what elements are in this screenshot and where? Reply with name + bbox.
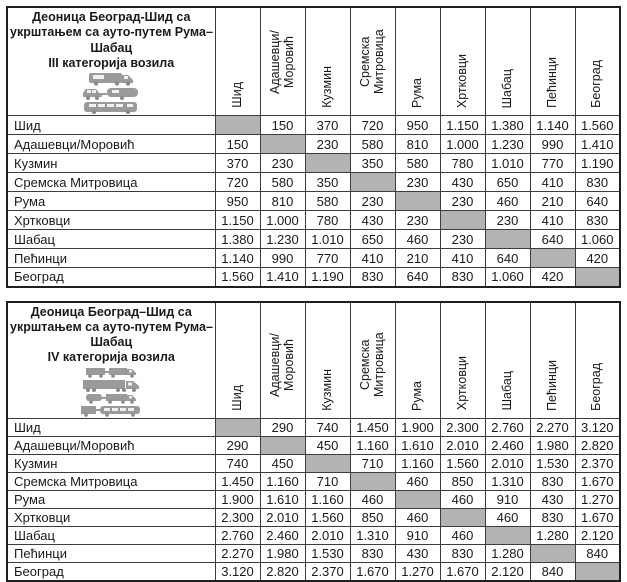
title-line: Деоница Београд-Шид са: [32, 10, 191, 24]
row-label: Адашевци/Моровић: [7, 436, 215, 454]
column-header: [530, 7, 575, 116]
row-label: Шабац: [7, 526, 215, 544]
price-cell: 720: [215, 173, 260, 192]
price-cell: 580: [260, 173, 305, 192]
price-cell: 410: [440, 249, 485, 268]
van-icon: [88, 72, 134, 86]
price-cell: 830: [440, 544, 485, 562]
column-header: [305, 7, 350, 116]
price-cell: 1.280: [530, 526, 575, 544]
price-cell: 1.900: [215, 490, 260, 508]
diagonal-cell: [575, 268, 620, 287]
price-cell: 1.670: [350, 562, 395, 581]
price-cell: 580: [350, 135, 395, 154]
truck-with-caravan-icon: [85, 393, 137, 404]
table-row: [7, 472, 620, 490]
price-cell: 3.120: [215, 562, 260, 581]
price-cell: 740: [215, 454, 260, 472]
table-title: [10, 305, 213, 366]
table-row: [7, 562, 620, 581]
row-label: Шабац: [7, 230, 215, 249]
price-cell: 640: [395, 268, 440, 287]
price-cell: 850: [440, 472, 485, 490]
price-cell: 230: [485, 211, 530, 230]
table-row: [7, 454, 620, 472]
price-cell: 1.670: [575, 508, 620, 526]
price-cell: 650: [350, 230, 395, 249]
price-cell: 460: [350, 490, 395, 508]
price-cell: 830: [350, 544, 395, 562]
price-cell: 780: [305, 211, 350, 230]
price-cell: 1.140: [530, 116, 575, 135]
price-cell: 640: [530, 230, 575, 249]
price-cell: 350: [350, 154, 395, 173]
row-label: Пећинци: [7, 544, 215, 562]
price-cell: 150: [215, 135, 260, 154]
price-cell: 350: [305, 173, 350, 192]
header-row: [7, 302, 620, 419]
price-cell: 2.460: [485, 436, 530, 454]
column-header: [575, 302, 620, 419]
price-cell: 1.610: [395, 436, 440, 454]
diagonal-cell: [440, 508, 485, 526]
column-header-label: Рума: [409, 380, 424, 411]
price-cell: 1.900: [395, 418, 440, 436]
column-header-label: Сремска Митровица: [357, 332, 386, 397]
table-row: [7, 192, 620, 211]
column-header: [215, 302, 260, 419]
column-header: [395, 302, 440, 419]
bus-with-trailer-icon: [80, 405, 142, 417]
column-header: [530, 302, 575, 419]
price-cell: 1.190: [305, 268, 350, 287]
price-cell: 1.380: [485, 116, 530, 135]
table-row: [7, 436, 620, 454]
price-cell: 1.000: [440, 135, 485, 154]
price-cell: 1.010: [305, 230, 350, 249]
price-cell: 580: [305, 192, 350, 211]
table-row: [7, 508, 620, 526]
price-cell: 810: [395, 135, 440, 154]
price-cell: 2.010: [440, 436, 485, 454]
price-cell: 230: [350, 192, 395, 211]
price-cell: 1.270: [575, 490, 620, 508]
column-header: [485, 302, 530, 419]
row-label: Пећинци: [7, 249, 215, 268]
table-row: [7, 173, 620, 192]
price-cell: 830: [350, 268, 395, 287]
row-label: Београд: [7, 268, 215, 287]
price-cell: 1.450: [215, 472, 260, 490]
diagonal-cell: [305, 154, 350, 173]
price-cell: 450: [305, 436, 350, 454]
price-cell: 910: [485, 490, 530, 508]
price-cell: 950: [215, 192, 260, 211]
column-header: [350, 7, 395, 116]
price-cell: 1.280: [485, 544, 530, 562]
row-label: Кузмин: [7, 154, 215, 173]
vehicle-category-icons: [10, 72, 213, 114]
price-cell: 770: [305, 249, 350, 268]
price-cell: 230: [440, 192, 485, 211]
column-header: [440, 7, 485, 116]
row-label: Хртковци: [7, 508, 215, 526]
price-cell: 230: [440, 230, 485, 249]
table-row: [7, 268, 620, 287]
column-header: [395, 7, 440, 116]
price-cell: 460: [485, 192, 530, 211]
table-row: [7, 116, 620, 135]
price-cell: 1.190: [575, 154, 620, 173]
row-label: Шид: [7, 116, 215, 135]
diagonal-cell: [350, 472, 395, 490]
price-cell: 840: [530, 562, 575, 581]
price-cell: 780: [440, 154, 485, 173]
table-row: [7, 418, 620, 436]
price-cell: 2.270: [215, 544, 260, 562]
price-cell: 2.300: [440, 418, 485, 436]
title-line: Деоница Београд–Шид са: [30, 304, 192, 319]
minibus-icon: [83, 101, 139, 114]
diagonal-cell: [440, 211, 485, 230]
price-cell: 1.160: [395, 454, 440, 472]
diagonal-cell: [395, 192, 440, 211]
price-cell: 740: [305, 418, 350, 436]
price-cell: 2.460: [260, 526, 305, 544]
price-cell: 1.410: [260, 268, 305, 287]
price-cell: 1.160: [305, 490, 350, 508]
price-cell: 2.010: [485, 454, 530, 472]
price-cell: 460: [395, 472, 440, 490]
row-label: Сремска Митровица: [7, 472, 215, 490]
diagonal-cell: [260, 135, 305, 154]
column-header-label: Кузмин: [319, 66, 334, 108]
column-header: [485, 7, 530, 116]
price-cell: 650: [485, 173, 530, 192]
price-cell: 990: [260, 249, 305, 268]
price-cell: 450: [260, 454, 305, 472]
toll-table-category-iv: [6, 301, 621, 582]
price-cell: 910: [395, 526, 440, 544]
column-header-label: Кузмин: [319, 368, 334, 411]
price-cell: 1.140: [215, 249, 260, 268]
column-header-label: Пећинци: [544, 57, 559, 108]
price-cell: 580: [395, 154, 440, 173]
price-cell: 710: [305, 472, 350, 490]
price-cell: 830: [530, 508, 575, 526]
column-header-label: Шид: [229, 384, 244, 411]
price-cell: 150: [260, 116, 305, 135]
price-cell: 2.760: [215, 526, 260, 544]
price-cell: 1.610: [260, 490, 305, 508]
price-cell: 410: [530, 211, 575, 230]
price-cell: 770: [530, 154, 575, 173]
column-header-label: Сремска Митровица: [357, 29, 386, 95]
price-cell: 460: [395, 508, 440, 526]
table-row: [7, 211, 620, 230]
price-cell: 1.230: [260, 230, 305, 249]
toll-table-category-iii: [6, 6, 621, 288]
diagonal-cell: [215, 116, 260, 135]
price-cell: 2.010: [305, 526, 350, 544]
price-cell: 460: [440, 490, 485, 508]
table-row: [7, 544, 620, 562]
price-cell: 840: [575, 544, 620, 562]
price-cell: 1.560: [440, 454, 485, 472]
truck-with-trailer-icon: [85, 367, 137, 378]
price-cell: 420: [575, 249, 620, 268]
row-label: Сремска Митровица: [7, 173, 215, 192]
price-cell: 2.370: [575, 454, 620, 472]
diagonal-cell: [260, 436, 305, 454]
column-header-label: Пећинци: [544, 359, 559, 411]
price-cell: 830: [575, 211, 620, 230]
price-cell: 1.230: [485, 135, 530, 154]
column-header: [215, 7, 260, 116]
price-cell: 2.760: [485, 418, 530, 436]
title-line: III категорија возила: [48, 55, 175, 70]
price-cell: 370: [215, 154, 260, 173]
diagonal-cell: [215, 418, 260, 436]
semi-truck-icon: [82, 379, 140, 392]
price-cell: 290: [260, 418, 305, 436]
title-line: IV категорија возила: [47, 350, 175, 365]
price-cell: 410: [530, 173, 575, 192]
price-cell: 210: [395, 249, 440, 268]
price-cell: 2.120: [575, 526, 620, 544]
price-cell: 290: [215, 436, 260, 454]
price-cell: 410: [350, 249, 395, 268]
table-row: [7, 526, 620, 544]
row-label: Рума: [7, 192, 215, 211]
column-header-label: Шид: [229, 82, 244, 108]
price-cell: 1.980: [260, 544, 305, 562]
diagonal-cell: [395, 490, 440, 508]
price-cell: 1.530: [530, 454, 575, 472]
price-cell: 430: [440, 173, 485, 192]
price-cell: 1.160: [260, 472, 305, 490]
price-cell: 1.160: [350, 436, 395, 454]
price-cell: 2.010: [260, 508, 305, 526]
header-row: [7, 7, 620, 116]
column-header: [350, 302, 395, 419]
row-label: Београд: [7, 562, 215, 581]
diagonal-cell: [350, 173, 395, 192]
price-cell: 430: [395, 544, 440, 562]
price-cell: 1.410: [575, 135, 620, 154]
price-cell: 1.530: [305, 544, 350, 562]
table-row: [7, 135, 620, 154]
price-cell: 850: [350, 508, 395, 526]
column-header-label: Хртковци: [454, 53, 469, 108]
price-cell: 2.300: [215, 508, 260, 526]
diagonal-cell: [485, 230, 530, 249]
price-cell: 830: [440, 268, 485, 287]
price-cell: 1.150: [215, 211, 260, 230]
table-gap: [6, 288, 621, 301]
price-cell: 810: [260, 192, 305, 211]
price-cell: 420: [530, 268, 575, 287]
price-cell: 430: [350, 211, 395, 230]
row-label: Адашевци/Моровић: [7, 135, 215, 154]
column-header-label: Рума: [409, 78, 424, 108]
column-header-label: Адашевци/Моровић: [267, 30, 296, 94]
price-cell: 2.120: [485, 562, 530, 581]
price-cell: 720: [350, 116, 395, 135]
column-header: [260, 7, 305, 116]
price-cell: 1.310: [485, 472, 530, 490]
price-cell: 460: [395, 230, 440, 249]
price-cell: 1.010: [485, 154, 530, 173]
price-cell: 710: [350, 454, 395, 472]
price-cell: 1.980: [530, 436, 575, 454]
price-cell: 230: [395, 173, 440, 192]
price-cell: 210: [530, 192, 575, 211]
price-cell: 1.060: [575, 230, 620, 249]
column-header: [440, 302, 485, 419]
title-line: укрштањем са ауто-путем Рума–: [10, 25, 213, 40]
price-cell: 1.450: [350, 418, 395, 436]
price-cell: 1.670: [575, 472, 620, 490]
diagonal-cell: [575, 562, 620, 581]
price-cell: 230: [260, 154, 305, 173]
column-header-label: Шабац: [499, 371, 514, 411]
price-cell: 1.560: [305, 508, 350, 526]
price-cell: 230: [395, 211, 440, 230]
diagonal-cell: [305, 454, 350, 472]
price-cell: 230: [305, 135, 350, 154]
price-cell: 1.560: [215, 268, 260, 287]
price-cell: 460: [440, 526, 485, 544]
diagonal-cell: [530, 544, 575, 562]
vehicle-category-icons: [10, 367, 213, 417]
price-cell: 1.380: [215, 230, 260, 249]
price-cell: 1.310: [350, 526, 395, 544]
row-label: Хртковци: [7, 211, 215, 230]
price-cell: 990: [530, 135, 575, 154]
price-cell: 3.120: [575, 418, 620, 436]
table-title-cell: [7, 302, 215, 419]
title-line: укрштањем са ауто-путем Рума–: [10, 319, 213, 334]
price-cell: 1.670: [440, 562, 485, 581]
column-header-label: Београд: [589, 60, 604, 108]
price-cell: 1.000: [260, 211, 305, 230]
column-header-label: Шабац: [499, 68, 514, 108]
price-cell: 2.370: [305, 562, 350, 581]
table-row: [7, 154, 620, 173]
price-cell: 430: [530, 490, 575, 508]
price-cell: 640: [575, 192, 620, 211]
price-cell: 2.270: [530, 418, 575, 436]
price-cell: 830: [575, 173, 620, 192]
column-header-label: Хртковци: [454, 356, 469, 411]
table-row: [7, 230, 620, 249]
price-cell: 2.820: [575, 436, 620, 454]
price-cell: 640: [485, 249, 530, 268]
row-label: Рума: [7, 490, 215, 508]
diagonal-cell: [485, 526, 530, 544]
column-header-label: Београд: [589, 362, 604, 411]
row-label: Кузмин: [7, 454, 215, 472]
price-cell: 1.150: [440, 116, 485, 135]
price-cell: 950: [395, 116, 440, 135]
price-cell: 1.270: [395, 562, 440, 581]
column-header: [305, 302, 350, 419]
diagonal-cell: [530, 249, 575, 268]
column-header: [260, 302, 305, 419]
price-cell: 1.560: [575, 116, 620, 135]
column-header: [575, 7, 620, 116]
row-label: Шид: [7, 418, 215, 436]
table-title: [10, 10, 213, 71]
price-cell: 460: [485, 508, 530, 526]
title-line: Шабац: [90, 40, 133, 55]
title-line: Шабац: [90, 335, 133, 349]
column-header-label: Адашевци/Моровић: [267, 332, 296, 397]
price-cell: 2.820: [260, 562, 305, 581]
price-cell: 830: [530, 472, 575, 490]
table-title-cell: [7, 7, 215, 116]
price-cell: 1.060: [485, 268, 530, 287]
car-with-caravan-icon: [81, 87, 141, 100]
table-row: [7, 249, 620, 268]
table-row: [7, 490, 620, 508]
price-cell: 370: [305, 116, 350, 135]
